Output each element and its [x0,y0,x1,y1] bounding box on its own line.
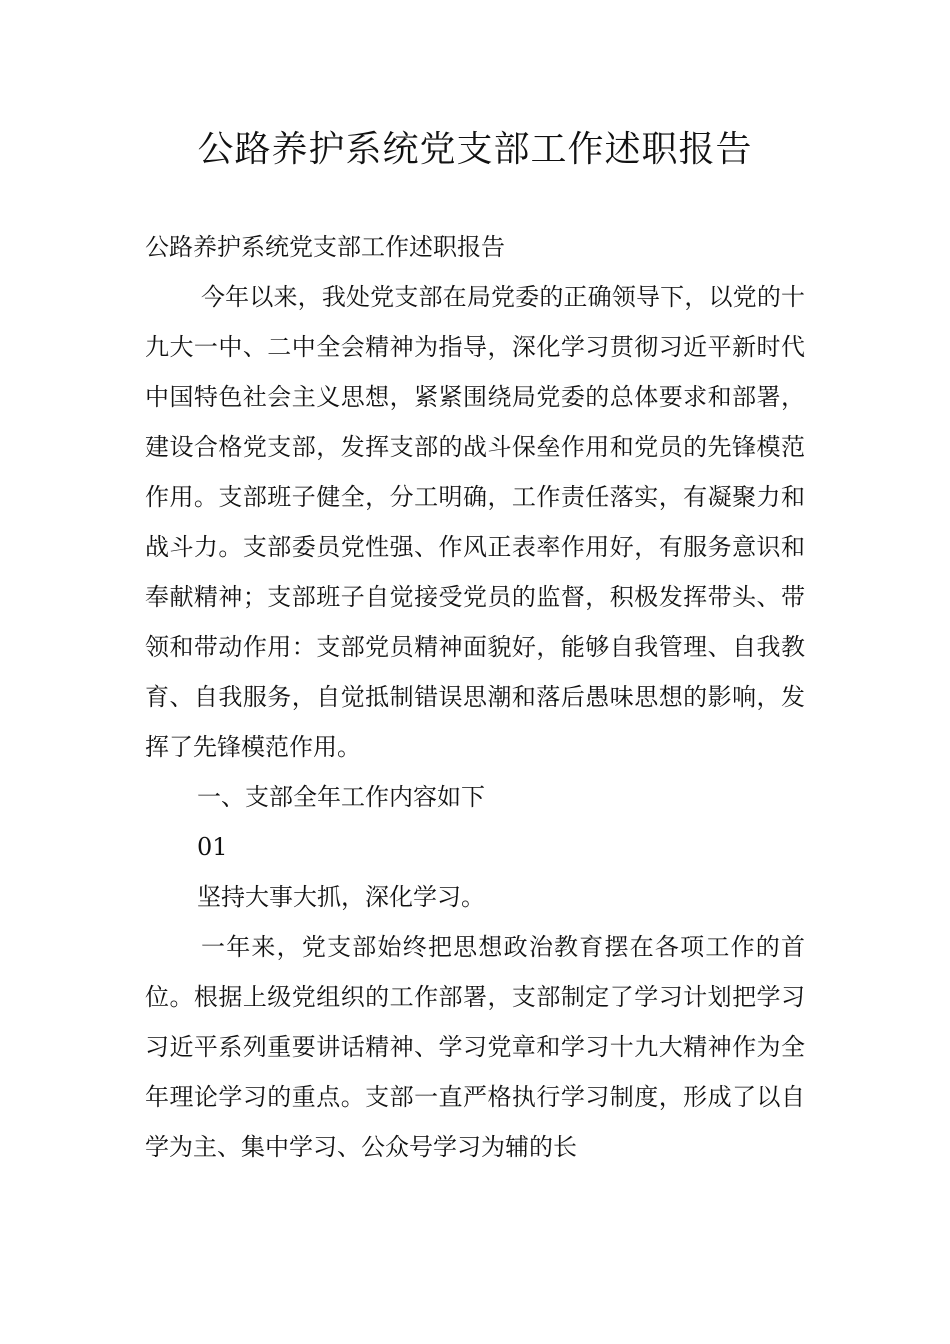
paragraph-intro: 今年以来，我处党支部在局党委的正确领导下，以党的十九大一中、二中全会精神为指导，深化学习贯彻习近平新时代中国特色社会主义思想，紧紧围绕局党委的总体要求和部署，建设合格党支部，发挥支部的战斗保垒作用和党员的先锋模范作用。支部班子健全，分工明确，工作责任落实，有凝聚力和战斗力。支部委员党性强、作风正表率作用好，有服务意识和奉献精神；支部班子自觉接受党员的监督，积极发挥带头、带领和带动作用：支部党员精神面貌好，能够自我管理、自我教育、自我服务，自觉抵制错误思潮和落后愚味思想的影响，发挥了先锋模范作用。 [145,283,805,761]
section-number: 01 [197,833,228,861]
document-subtitle: 公路养护系统党支部工作述职报告 [145,233,505,261]
paragraph-study: 一年来，党支部始终把思想政治教育摆在各项工作的首位。根据上级党组织的工作部署，支部制定了学习计划把学习习近平系列重要讲话精神、学习党章和学习十九大精神作为全年理论学习的重点。支部一直严格执行学习制度，形成了以自学为主、集中学习、公众号学习为辅的长 [145,933,805,1161]
section-heading: 一、支部全年工作内容如下 [197,783,485,811]
document-title: 公路养护系统党支部工作述职报告 [197,129,753,170]
document-body [145,222,805,1172]
subsection-heading: 坚持大事大抓，深化学习。 [197,883,485,911]
